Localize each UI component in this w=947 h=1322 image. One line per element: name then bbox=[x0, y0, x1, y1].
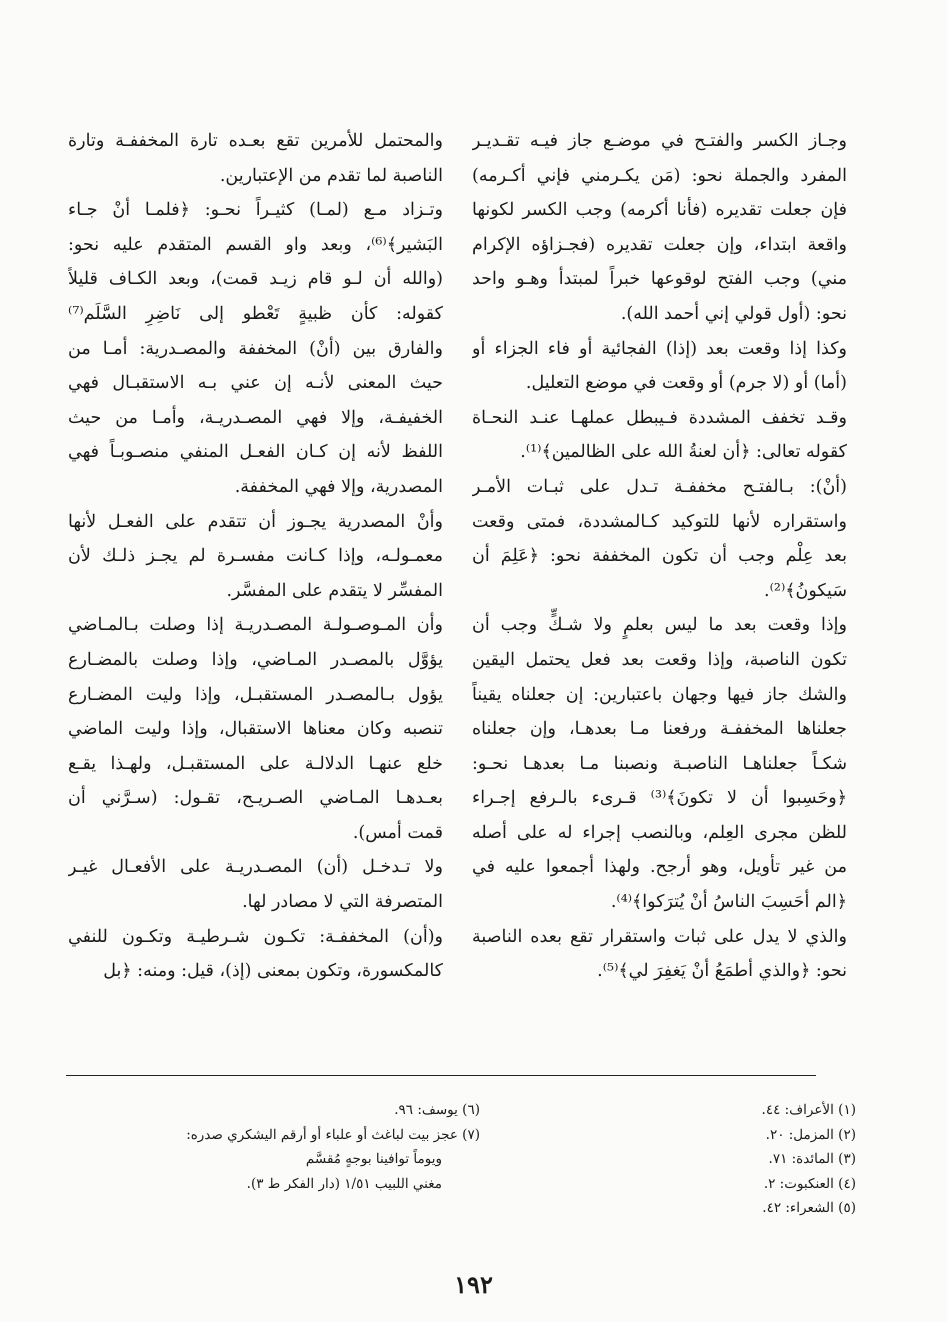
footnote-1: (١) الأعراف: ٤٤. bbox=[761, 1102, 856, 1118]
text-line: تكون الناصبة، وإذا وقعت بعد فعل يحتمل اليقين bbox=[472, 649, 847, 670]
text-line: قمت أمس). bbox=[352, 822, 443, 843]
text-line: المتصرفة التي لا مصادر لها. bbox=[242, 892, 443, 913]
text-line: بعـدهـا المـاضي الصـريـح، تقـول: (سـرَّني أن bbox=[68, 788, 443, 809]
text-line: (أنْ): بـالفتـح مخففـة تـدل على ثبـات الأمـر bbox=[472, 476, 847, 497]
text-line: وأنْ المصدرية يجـوز أن تتقدم على الفعـل لأنها bbox=[68, 511, 443, 532]
page-number: ١٩٢ bbox=[454, 1270, 493, 1299]
text-line: كقوله: كأن ظبيةٍ تَعْطو إلى نَاضِرِ السَّلَم⁽⁷⁾ bbox=[68, 303, 443, 324]
text-line: كقوله تعالى: ﴿أن لعنةُ الله على الظالمين﴾⁽¹⁾. bbox=[520, 442, 847, 463]
text-line: (والله أن لـو قام زيـد قمت)، وبعد الكـاف قليلاً bbox=[68, 269, 443, 290]
footnote-3: (٣) المائدة: ٧١. bbox=[768, 1151, 856, 1168]
text-line: سَيكونُ﴾⁽²⁾. bbox=[764, 580, 847, 601]
footnote-7: (٧) عجز بيت لباغث أو علباء أو أرقم اليشكري صدره: bbox=[186, 1126, 480, 1143]
footnote-5: (٥) الشعراء: ٤٢. bbox=[762, 1200, 856, 1217]
footnote-divider bbox=[66, 1075, 816, 1076]
footnote-7-source: مغني اللبيب ١/٥١ (دار الفكر ط ٣). bbox=[246, 1175, 442, 1192]
text-line: حيث المعنى لأنـه إن عني بـه الاستقبـال فهي bbox=[68, 373, 443, 394]
text-line: والشك جاز فيها وجهان باعتبارين: إن جعلناه يقيناً bbox=[472, 684, 847, 705]
footnotes-right bbox=[520, 1098, 856, 1221]
text-line: شكـاً جعلناهـا الناصبـة ونصبنا مـا بعدهـا نحـو: bbox=[472, 753, 847, 774]
text-line: جعلناها المخففـة ورفعنا مـا بعدهـا، وإن جعلناه bbox=[472, 719, 847, 740]
text-line: الناصبة لما تقدم من الإعتبارين. bbox=[219, 165, 443, 186]
text-line: مني) وجب الفتح لوقوعها خبراً لمبتدأ وهـو واحد bbox=[472, 269, 847, 290]
right-column bbox=[472, 124, 847, 989]
text-line: بعد عِلْم وجب أن تكون المخففة نحو: ﴿عَلِمَ أن bbox=[472, 546, 847, 567]
text-line: معمـولـه، وإذا كـانت مفسـرة لم يجـز ذلـك لأن bbox=[68, 546, 443, 567]
text-line: فإن جعلت تقديره (فأنا أكرمه) وجب الكسر لكونها bbox=[472, 200, 847, 221]
text-line: البَشير﴾⁽⁶⁾، وبعد واو القسم المتقدم عليه نحو: bbox=[68, 234, 443, 255]
text-line: تنصبه وكان معناها الاستقبال، وإذا وليت الماضي bbox=[68, 719, 443, 740]
text-line: من غير تأويل، وهو أرجح. ولهذا أجمعوا عليه في bbox=[472, 857, 847, 878]
text-line: خلع عنهـا الدلالـة على المستقبـل، ولهـذا يقـع bbox=[68, 753, 443, 774]
text-line: واقعة ابتداء، وإن جعلت تقديره (فجـزاؤه الإكرام bbox=[472, 234, 847, 255]
text-line: والفارق بين (أنْ) المخففة والمصـدرية: أمـا من bbox=[68, 338, 443, 359]
text-line: ولا تـدخـل (أن) المصـدريـة على الأفعـال غيـر bbox=[68, 857, 443, 878]
text-line: المفرد والجملة نحو: (مَن يكـرمني فإني أكـرمه) bbox=[472, 165, 847, 186]
text-line: وكذا إذا وقعت بعد (إذا) الفجائية أو فاء الجزاء أو bbox=[472, 338, 847, 359]
text-line: ﴿الم أحَسِبَ الناسُ أنْ يُترَكوا﴾⁽⁴⁾. bbox=[610, 892, 847, 913]
footnote-6: (٦) يوسف: ٩٦. bbox=[394, 1102, 480, 1118]
text-line: نحو: (أول قولي إني أحمد الله). bbox=[620, 303, 847, 324]
text-line: وإذا وقعت بعد ما ليس بعلمٍ ولا شـكٍّ وجب أن bbox=[472, 615, 847, 636]
text-line: المفسِّر لا يتقدم على المفسَّر. bbox=[226, 580, 443, 601]
text-line: المصدرية، وإلا فهي المخففة. bbox=[234, 476, 443, 497]
text-line: يؤول بـالمصـدر المستقبـل، وإذا وليت المضـارع bbox=[68, 684, 443, 705]
text-line: كالمكسورة، وتكون بمعنى (إذ)، قيل: ومنه: ﴿بل bbox=[103, 961, 443, 982]
footnote-7-verse: ويوماً توافينا بوجهٍ مُقسَّم bbox=[305, 1151, 442, 1168]
text-line: نحو: ﴿والذي أطمَعُ أنْ يَغفِرَ لي﴾⁽⁵⁾. bbox=[597, 961, 847, 982]
text-line: الخفيفـة، وإلا فهي المصـدريـة، وأمـا من حيث bbox=[68, 407, 443, 428]
text-line: والذي لا يدل على ثبات واستقرار تقع بعده الناصبة bbox=[472, 926, 847, 947]
text-line: وتـزاد مـع (لمـا) كثيـراً نحـو: ﴿فلمـا أنْ جـاء bbox=[68, 200, 443, 221]
text-line: ﴿وحَسِبوا أن لا تكونَ﴾⁽³⁾ قـرىء بالـرفع إجـراء bbox=[472, 788, 847, 809]
text-line: و(أن) المخففـة: تكـون شـرطيـة وتكـون للنفي bbox=[68, 926, 443, 947]
text-line: يؤوَّل بالمصـدر المـاضي، وإذا وصلت بالمضـارع bbox=[68, 649, 443, 670]
text-line: وقـد تخفف المشددة فـيبطل عملهـا عنـد النحـاة bbox=[472, 407, 847, 428]
text-line: وجـاز الكسر والفتـح في موضـع جاز فيـه تقـديـر bbox=[472, 131, 847, 151]
text-line: وأن المـوصـولـة المصـدريـة إذا وصلت بـالمـاضي bbox=[68, 615, 443, 636]
footnote-4: (٤) العنكبوت: ٢. bbox=[763, 1175, 856, 1192]
text-line: والمحتمل للأمرين تقع بعـده تارة المخففـة وتارة bbox=[68, 131, 443, 151]
text-line: اللفظ لأنه إن كـان الفعـل المنفي منصـوبـاً فهي bbox=[68, 442, 443, 463]
text-line: واستقراره لأنها للتوكيد كـالمشددة، فمتى وقعت bbox=[472, 511, 847, 532]
text-line: (أما) أو (لا جرم) أو وقعت في موضع التعليل. bbox=[525, 373, 847, 394]
left-column bbox=[68, 124, 443, 989]
footnotes-left bbox=[100, 1098, 480, 1196]
footnote-2: (٢) المزمل: ٢٠. bbox=[765, 1126, 856, 1143]
text-line: للظن مجرى العِلم، وبالنصب إجراء له على أصله bbox=[472, 822, 847, 843]
